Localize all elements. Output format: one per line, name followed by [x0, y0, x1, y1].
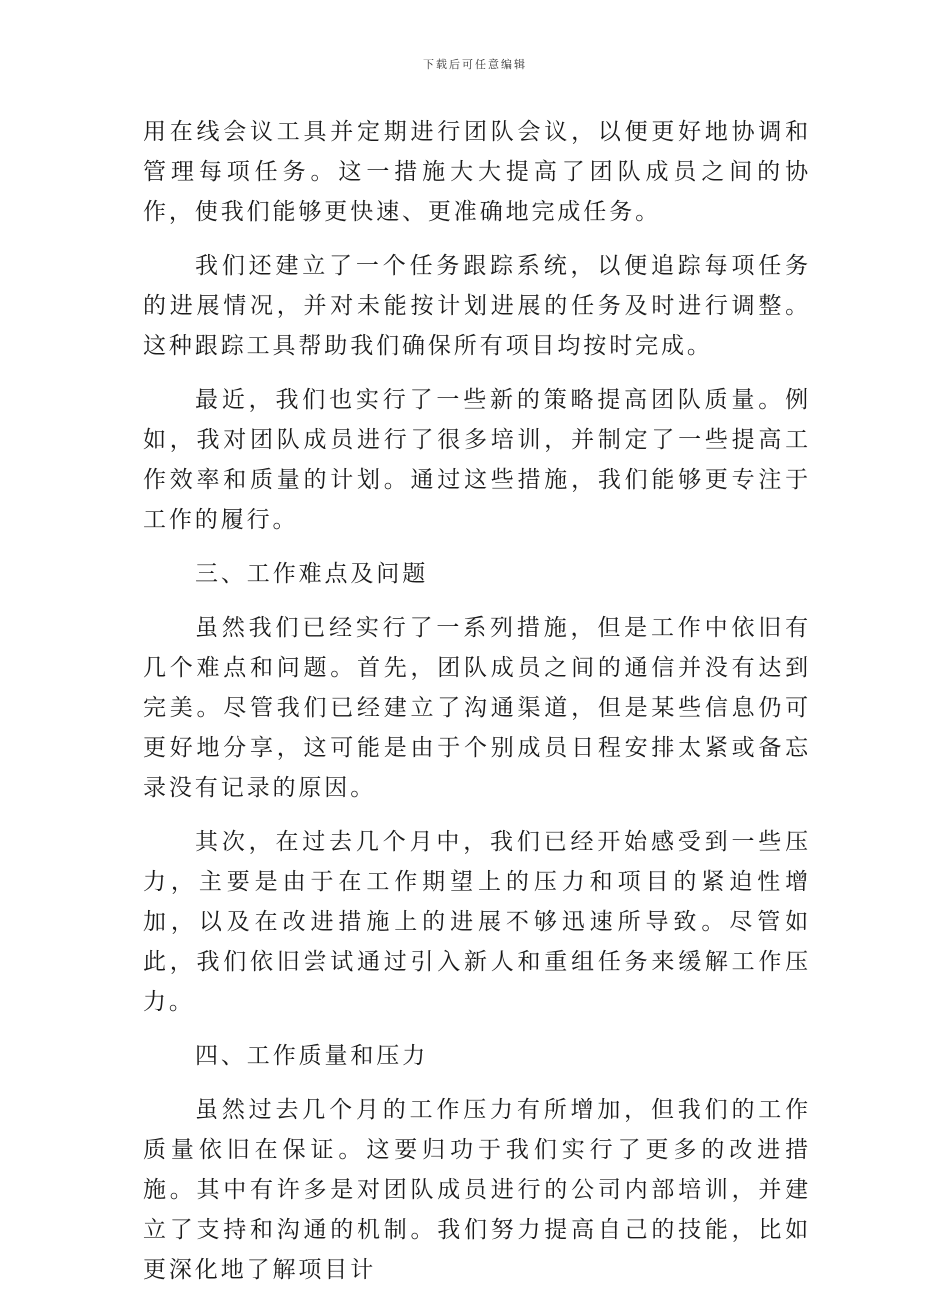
paragraph-2: 我们还建立了一个任务跟踪系统，以便追踪每项任务的进展情况，并对未能按计划进展的任务及时进行调整。这种跟踪工具帮助我们确保所有项目均按时完成。: [143, 253, 811, 359]
paragraph-3: 最近，我们也实行了一些新的策略提高团队质量。例如，我对团队成员进行了很多培训，并制定了一些提高工作效率和质量的计划。通过这些措施，我们能够更专注于工作的履行。: [143, 387, 811, 533]
page-header-note: 下载后可任意编辑: [423, 58, 527, 71]
paragraph-1: 用在线会议工具并定期进行团队会议，以便更好地协调和管理每项任务。这一措施大大提高了团队成员之间的协作，使我们能够更快速、更准确地完成任务。: [143, 119, 811, 225]
paragraph-6: 虽然过去几个月的工作压力有所增加，但我们的工作质量依旧在保证。这要归功于我们实行了更多的改进措施。其中有许多是对团队成员进行的公司内部培训，并建立了支持和沟通的机制。我们努力提高自己的技能，比如更深化地了解项目计: [143, 1097, 811, 1283]
paragraph-5: 其次，在过去几个月中，我们已经开始感受到一些压力，主要是由于在工作期望上的压力和项目的紧迫性增加，以及在改进措施上的进展不够迅速所导致。尽管如此，我们依旧尝试通过引入新人和重组任务来缓解工作压力。: [143, 829, 811, 1015]
document-body: [143, 112, 811, 1304]
section-heading-4: 四、工作质量和压力: [195, 1043, 429, 1069]
section-heading-3: 三、工作难点及问题: [195, 561, 429, 587]
paragraph-4: 虽然我们已经实行了一系列措施，但是工作中依旧有几个难点和问题。首先，团队成员之间的通信并没有达到完美。尽管我们已经建立了沟通渠道，但是某些信息仍可更好地分享，这可能是由于个别成员日程安排太紧或备忘录没有记录的原因。: [143, 615, 811, 801]
